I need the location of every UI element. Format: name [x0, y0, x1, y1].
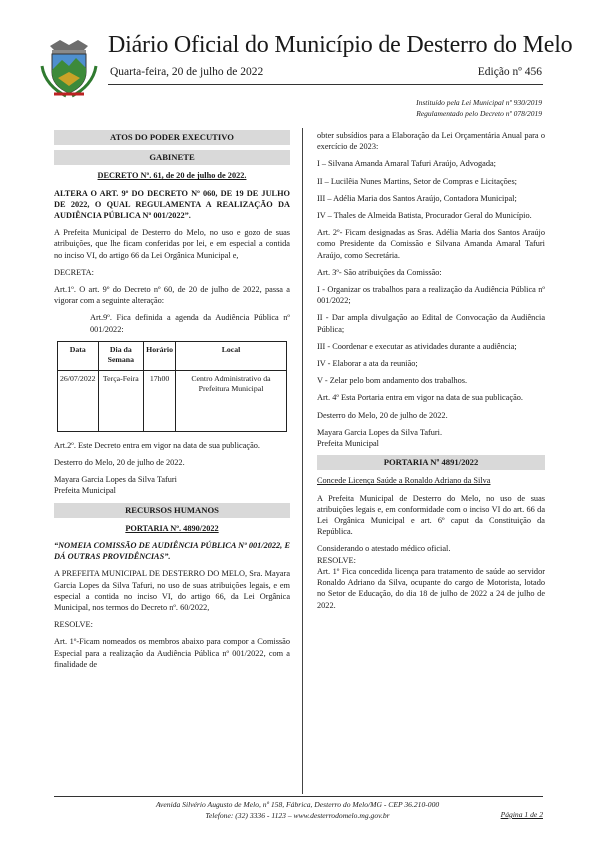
signatory-role: Prefeita Municipal	[317, 439, 379, 449]
signatory-role: Prefeita Municipal	[54, 486, 116, 496]
page-header	[0, 0, 595, 125]
publication-date: Quarta-feira, 20 de julho de 2022	[110, 66, 264, 78]
portaria-4891-title: PORTARIA Nº 4891/2022	[317, 455, 545, 470]
right-column	[317, 130, 545, 617]
hearing-agenda-table	[57, 341, 287, 432]
portaria-4890-title: PORTARIA Nº. 4890/2022	[125, 523, 219, 533]
portaria-4890-article-3: Art. 3º- São atribuições da Comissão:	[317, 267, 442, 277]
section-header-executive: ATOS DO PODER EXECUTIVO	[54, 130, 290, 145]
decree-article-9: Art.9º. Fica definida a agenda da Audiência Pública nº 001/2022:	[90, 313, 290, 334]
institution-note	[416, 97, 542, 119]
footer-divider	[54, 796, 543, 797]
duty-5: V - Zelar pelo bom andamento dos trabalhos.	[317, 376, 468, 386]
municipal-coat-of-arms-icon	[38, 36, 100, 98]
newspaper-title: Diário Oficial do Município de Desterro do Melo	[108, 32, 573, 58]
decree-date: Desterro do Melo, 20 de julho de 2022.	[54, 458, 185, 468]
member-1: I – Silvana Amanda Amaral Tafuri Araújo, Advogada;	[317, 159, 496, 169]
duty-3: III - Coordenar e executar as atividades durante a audiência;	[317, 341, 517, 351]
member-4: IV – Thales de Almeida Batista, Procurador Geral do Município.	[317, 211, 532, 221]
portaria-4890-resolve: RESOLVE:	[54, 620, 93, 630]
table-header-row	[58, 341, 287, 370]
table-row	[58, 370, 287, 431]
section-header-human-resources: RECURSOS HUMANOS	[54, 503, 290, 518]
decree-title: DECRETO Nº. 61, de 20 de julho de 2022.	[97, 171, 247, 181]
duty-2: II - Dar ampla divulgação ao Edital de Convocação da Audiência Pública;	[317, 313, 545, 334]
table-header: Dia da Semana	[98, 341, 144, 370]
decree-article-1: Art.1º. O art. 9º do Decreto nº 60, de 20 de julho de 2022, passa a vigorar com a seguinte alteração:	[54, 285, 290, 306]
column-divider	[302, 128, 303, 794]
portaria-4891-preamble: A Prefeita Municipal de Desterro do Melo, no uso de suas atribuições legais e, em conformidade com o inciso VI do art. 66 da Lei Orgânica Municipal e art. 6º caput da Constituição da República.	[317, 493, 545, 537]
institution-law: Instituído pela Lei Municipal nº 930/2019	[416, 98, 542, 107]
portaria-4891-considering: Considerando o atestado médico oficial.	[317, 544, 451, 554]
decree-summary: ALTERA O ART. 9º DO DECRETO Nº 060, DE 19 DE JULHO DE 2022, O QUAL REGULAMENTA A REALIZAÇÃO DA AUDIÊNCIA PÚBLICA Nº 001/2022”.	[54, 188, 290, 221]
footer-address: Avenida Silvério Augusto de Melo, nº 158, Fábrica, Desterro do Melo/MG - CEP 36.210-000	[155, 800, 440, 809]
portaria-4890-preamble: A PREFEITA MUNICIPAL DE DESTERRO DO MELO, Sra. Mayara Garcia Lopes da Silva Tafuri, no uso de suas atribuições legais, e em especial a contida no inciso VI, do artigo 66, da Lei Orgânica Municipal, nos termos do Decreto nº. 60/2022,	[54, 569, 290, 613]
signatory-name: Mayara Garcia Lopes da Silva Tafuri	[54, 475, 177, 485]
edition-number: Edição nº 456	[477, 66, 542, 78]
table-cell-time: 17h00	[144, 370, 176, 431]
left-column	[54, 130, 290, 676]
table-header: Data	[58, 341, 99, 370]
member-3: III – Adélia Maria dos Santos Araújo, Contadora Municipal;	[317, 193, 517, 203]
table-header: Local	[176, 341, 287, 370]
member-2: II – Lucilêia Nunes Martins, Setor de Compras e Licitações;	[317, 176, 517, 186]
table-cell-location: Centro Administrativo da Prefeitura Municipal	[176, 370, 287, 431]
portaria-4890-article-4: Art. 4º Esta Portaria entra em vigor na data de sua publicação.	[317, 393, 524, 403]
duty-1: I - Organizar os trabalhos para a realização da Audiência Pública nº 001/2022;	[317, 285, 545, 306]
decree-decrees: DECRETA:	[54, 267, 94, 277]
table-cell-date: 26/07/2022	[58, 370, 99, 431]
portaria-4891-summary: Concede Licença Saúde a Ronaldo Adriano da Silva	[317, 476, 491, 486]
duty-4: IV - Elaborar a ata da reunião;	[317, 359, 418, 369]
page-number: Página 1 de 2	[500, 810, 543, 819]
section-header-cabinet: GABINETE	[54, 150, 290, 165]
portaria-4890-date: Desterro do Melo, 20 de julho de 2022.	[317, 410, 448, 420]
table-cell-weekday: Terça-Feira	[98, 370, 144, 431]
footer-phone-website: Telefone: (32) 3336 - 1123 – www.desterrodomelo.mg.gov.br	[205, 811, 390, 820]
portaria-4890-article-2: Art. 2º- Ficam designadas as Sras. Adélia Maria dos Santos Araújo como Presidente da Comissão e Silvana Amanda Amaral Tafuri Araújo, como Secretária.	[317, 228, 545, 260]
decree-preamble: A Prefeita Municipal de Desterro do Melo, no uso e gozo de suas atribuições, que lhe ficam conferidas por lei, e em especial a contida no inciso VI, do artigo 66 da Lei Orgânica Municipal e,	[54, 228, 290, 260]
table-header: Horário	[144, 341, 176, 370]
portaria-4890-summary: “NOMEIA COMISSÃO DE AUDIÊNCIA PÚBLICA Nº 001/2022, E DÁ OUTRAS PROVIDÊNCIAS”.	[54, 541, 290, 562]
portaria-4890-article-1-cont: obter subsídios para a Elaboração da Lei Orçamentária Anual para o exercício de 2023:	[317, 131, 545, 152]
portaria-4891-article-1: Art. 1º Fica concedida licença para tratamento de saúde ao servidor Ronaldo Adriano da Silva, ocupante do cargo de Motorista, lotado no Setor de Educação, do dia 18 de julho de 2022 a 24 de julho de 2022.	[317, 566, 545, 610]
institution-decree: Regulamentado pelo Decreto nº 078/2019	[416, 109, 542, 118]
portaria-4891-resolve: RESOLVE:	[317, 555, 356, 565]
signatory-name: Mayara Garcia Lopes da Silva Tafuri.	[317, 427, 443, 437]
decree-article-2: Art.2º. Este Decreto entra em vigor na data de sua publicação.	[54, 440, 260, 450]
portaria-4890-article-1: Art. 1º-Ficam nomeados os membros abaixo para compor a Comissão Especial para a realização da Audiência Pública nº 001/2022, com a finalidade de	[54, 637, 290, 669]
header-divider	[108, 84, 543, 85]
